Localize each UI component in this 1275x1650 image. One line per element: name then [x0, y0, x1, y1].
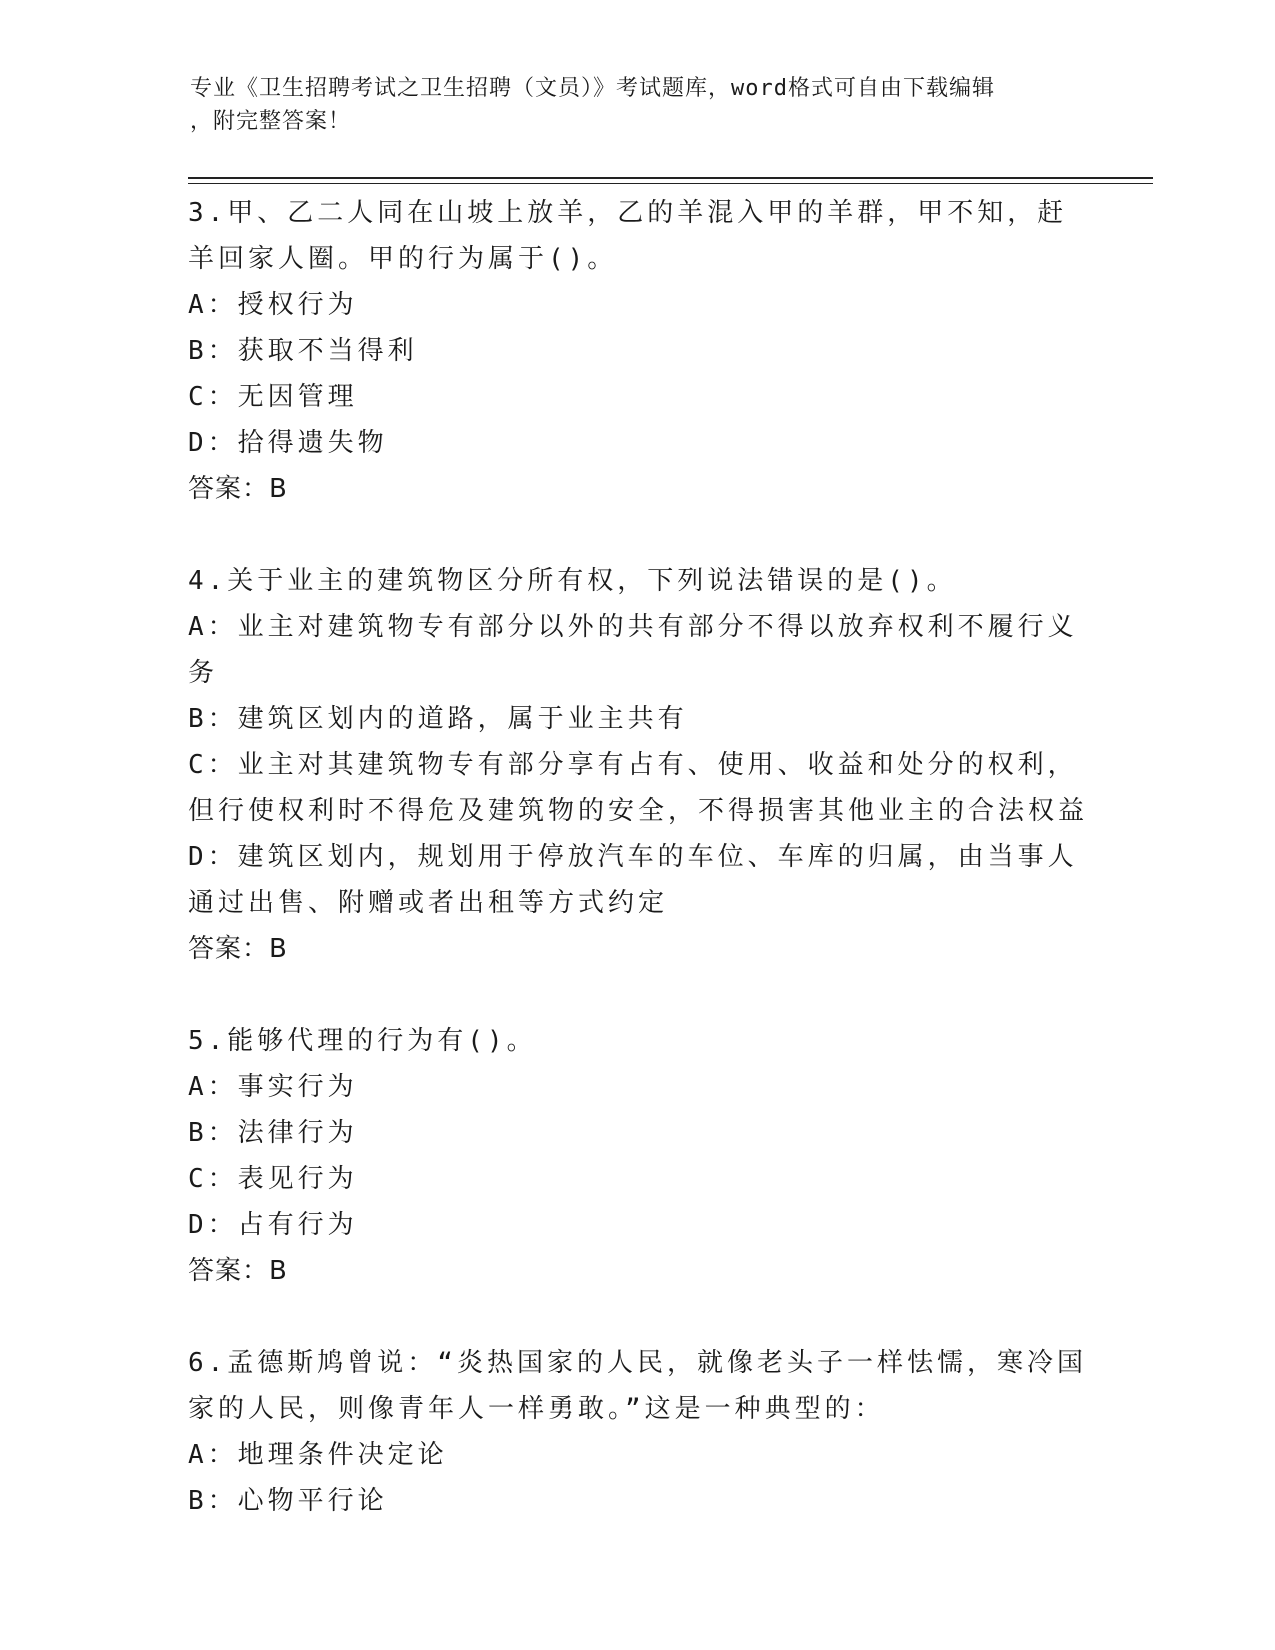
header-line-2: ，附完整答案！: [190, 109, 352, 134]
option-d: D：拾得遗失物: [188, 428, 388, 458]
option-a: A：事实行为: [188, 1072, 358, 1102]
option-b: B：获取不当得利: [188, 336, 418, 366]
question-6: [188, 1340, 1088, 1524]
option-a: A：地理条件决定论: [188, 1440, 448, 1470]
question-stem: 3.甲、乙二人同在山坡上放羊，乙的羊混入甲的羊群，甲不知，赶羊回家人圈。甲的行为属于()。: [188, 198, 1068, 274]
question-4: [188, 558, 1088, 972]
answer: 答案：B: [188, 1256, 288, 1286]
option-c: C：业主对其建筑物专有部分享有占有、使用、收益和处分的权利，但行使权利时不得危及建筑物的安全，不得损害其他业主的合法权益: [188, 750, 1089, 826]
header-divider-thin: [188, 183, 1153, 184]
header-line-1: 专业《卫生招聘考试之卫生招聘（文员）》考试题库，word格式可自由下载编辑: [190, 76, 995, 101]
option-a: A：业主对建筑物专有部分以外的共有部分不得以放弃权利不履行义务: [188, 612, 1078, 688]
option-b: B：建筑区划内的道路，属于业主共有: [188, 704, 688, 734]
option-c: C：表见行为: [188, 1164, 358, 1194]
question-3: [188, 190, 1088, 512]
question-stem: 6.孟德斯鸠曾说：“炎热国家的人民，就像老头子一样怯懦，寒冷国家的人民，则像青年人一样勇敢。”这是一种典型的：: [188, 1348, 1087, 1424]
option-b: B：法律行为: [188, 1118, 358, 1148]
option-d: D：建筑区划内，规划用于停放汽车的车位、车库的归属，由当事人通过出售、附赠或者出租等方式约定: [188, 842, 1078, 918]
header-divider: [188, 177, 1153, 179]
question-stem: 4.关于业主的建筑物区分所有权，下列说法错误的是()。: [188, 566, 957, 596]
answer: 答案：B: [188, 934, 288, 964]
option-c: C：无因管理: [188, 382, 358, 412]
question-5: [188, 1018, 1088, 1294]
option-b: B：心物平行论: [188, 1486, 388, 1516]
question-list: [188, 190, 1088, 1570]
question-stem: 5.能够代理的行为有()。: [188, 1026, 537, 1056]
option-d: D：占有行为: [188, 1210, 358, 1240]
answer: 答案：B: [188, 474, 288, 504]
option-a: A：授权行为: [188, 290, 358, 320]
document-header: [190, 72, 1070, 138]
